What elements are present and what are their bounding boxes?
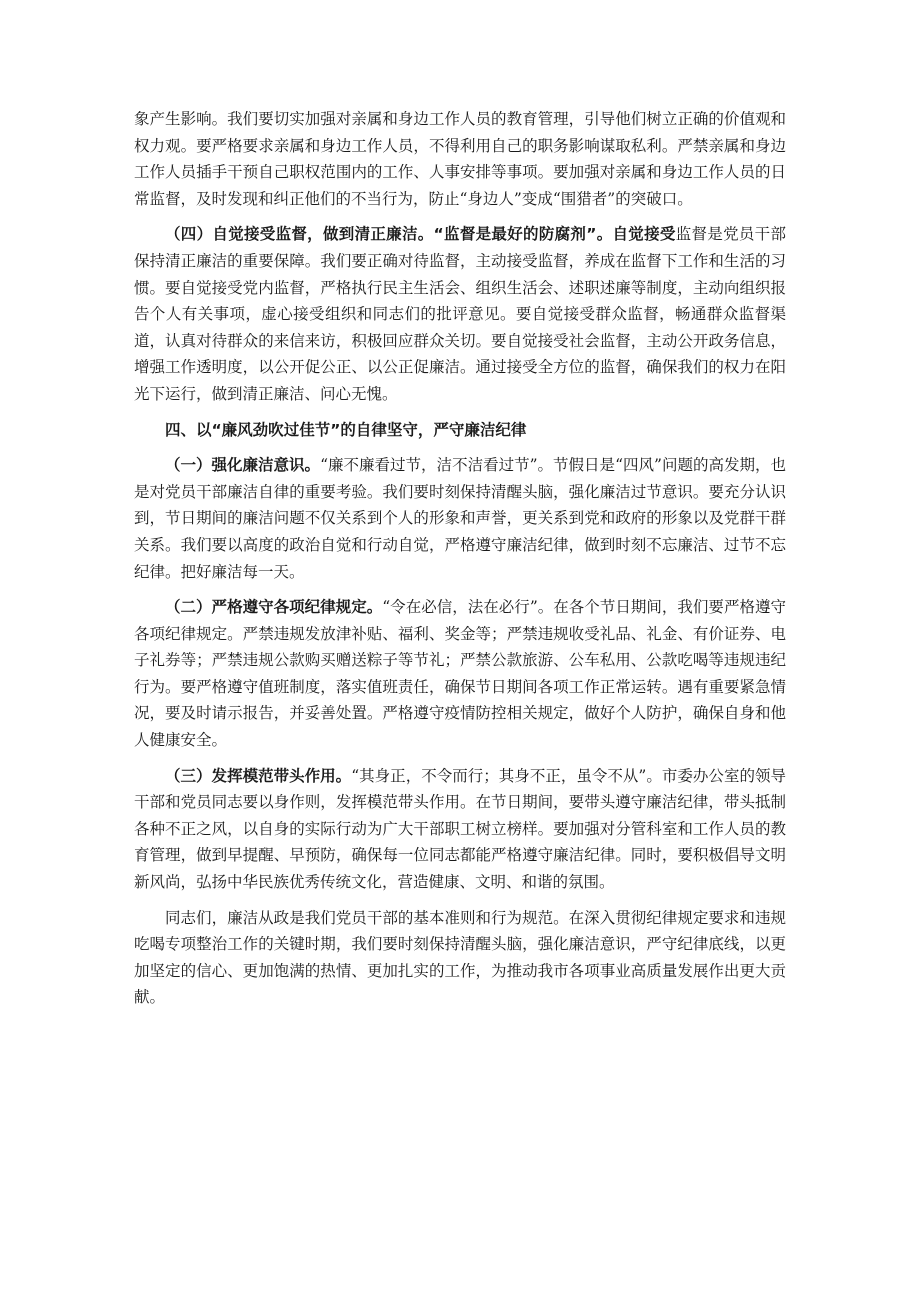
paragraph-text: “令在必信，法在必行”。在各个节日期间，我们要严格遵守各项纪律规定。严禁违规发放津补贴、福利、奖金等；严禁违规收受礼品、礼金、有价证券、电子礼券等；严禁违规公款购买赠送粽子等节礼；严禁公款旅游、公车私用、公款吃喝等违规违纪行为。要严格遵守值班制度，落实值班责任，确保节日期间各项工作正常运转。遇有重要紧急情况，要及时请示报告，并妥善处置。严格遵守疫情防控相关规定，做好个人防护，确保自身和他人健康安全。 [134,598,786,750]
paragraph-text: “其身正，不令而行；其身不正，虽令不从”。市委办公室的领导干部和党员同志要以身作则，发挥模范带头作用。在节日期间，要带头遵守廉洁纪律，带头抵制各种不正之风，以自身的实际行动为广大干部职工树立榜样。要加强对分管科室和工作人员的教育管理，做到早提醒、早预防，确保每一位同志都能严格遵守廉洁纪律。同时，要积极倡导文明新风尚，弘扬中华民族优秀传统文化，营造健康、文明、和谐的氛围。 [134,766,786,892]
document-page [134,106,786,1020]
paragraph-lead: （三）发挥模范带头作用。 [165,766,352,785]
paragraph-integrity-awareness [134,452,786,585]
paragraph-closing [134,905,786,1011]
paragraph-text: “廉不廉看过节，洁不洁看过节”。节假日是“四风”问题的高发期，也是对党员干部廉洁自律的重要考验。我们要时刻保持清醒头脑，强化廉洁过节意识。要充分认识到，节日期间的廉洁问题不仅关系到个人的形象和声誉，更关系到党和政府的形象以及党群干群关系。我们要以高度的政治自觉和行动自觉，严格遵守廉洁纪律，做到时刻不忘廉洁、过节不忘纪律。把好廉洁每一天。 [134,456,786,581]
paragraph-text: 监督是党员干部保持清正廉洁的重要保障。我们要正确对待监督，主动接受监督，养成在监督下工作和生活的习惯。要自觉接受党内监督，严格执行民主生活会、组织生活会、述职述廉等制度，主动向组织报告个人有关事项，虚心接受组织和同志们的批评意见。要自觉接受群众监督，畅通群众监督渠道，认真对待群众的来信来访，积极回应群众关切。要自觉接受社会监督，主动公开政务信息，增强工作透明度，以公开促公正、以公正促廉洁。通过接受全方位的监督，确保我们的权力在阳光下运行，做到清正廉洁、问心无愧。 [134,225,786,403]
paragraph-text: 象产生影响。我们要切实加强对亲属和身边工作人员的教育管理，引导他们树立正确的价值观和权力观。要严格要求亲属和身边工作人员，不得利用自己的职务影响谋取私利。严禁亲属和身边工作人员插手干预自己职权范围内的工作、人事安排等事项。要加强对亲属和身边工作人员的日常监督，及时发现和纠正他们的不当行为，防止“身边人”变成“围猎者”的突破口。 [134,110,786,208]
paragraph-lead: （二）严格遵守各项纪律规定。 [165,598,383,617]
section-heading-four: 四、以“廉风劲吹过佳节”的自律坚守，严守廉洁纪律 [165,420,527,439]
paragraph-discipline-rules [134,594,786,754]
paragraph-text: 同志们，廉洁从政是我们党员干部的基本准则和行为规范。在深入贯彻纪律规定要求和违规吃喝专项整治工作的关键时期，我们要时刻保持清醒头脑，强化廉洁意识，严守纪律底线，以更加坚定的信心、更加饱满的热情、更加扎实的工作，为推动我市各项事业高质量发展作出更大贡献。 [134,908,786,1007]
paragraph-lead: （一）强化廉洁意识。 [165,456,321,475]
paragraph-accept-supervision [134,221,786,407]
paragraph-lead: （四）自觉接受监督，做到清正廉洁。“监督是最好的防腐剂”。自觉接受 [165,225,676,244]
paragraph-family-supervision [134,106,786,212]
paragraph-role-model [134,763,786,896]
